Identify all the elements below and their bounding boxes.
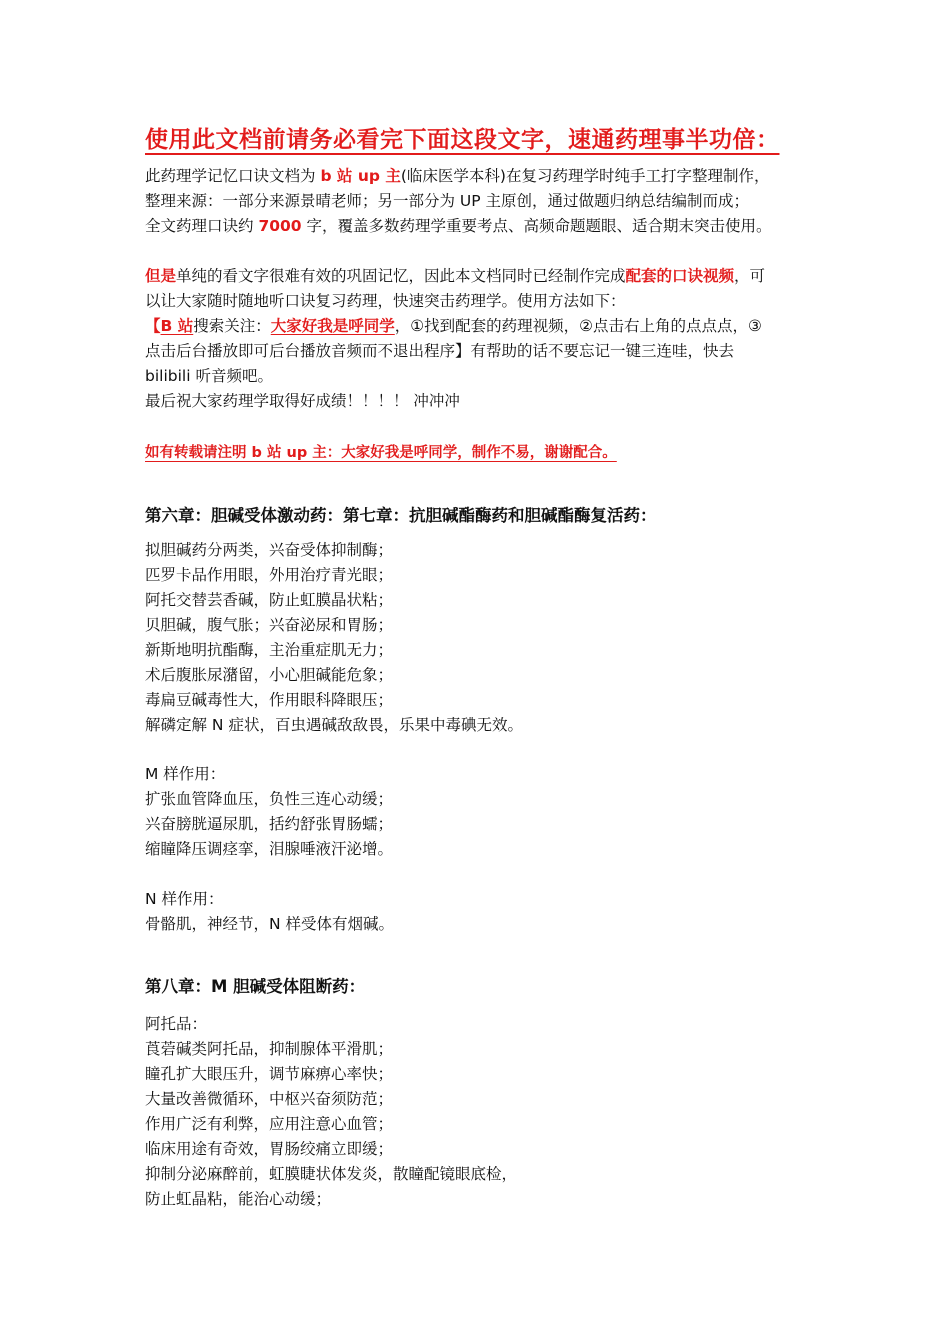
verse-line: 骨骼肌，神经节，N 样受体有烟碱。 <box>145 915 395 933</box>
usage-line-6: 最后祝大家药理学取得好成绩！！！！ 冲冲冲 <box>145 392 460 410</box>
chapter-8-heading: 第八章：M 胆碱受体阻断药： <box>145 977 366 996</box>
word-count-highlight: 7000 <box>258 217 302 235</box>
chapter-8-verses <box>145 1012 825 1212</box>
verse-line: 阿托交替芸香碱，防止虹膜晶状粘； <box>145 591 394 609</box>
usage-line-1: 但是单纯的看文字很难有效的巩固记忆，因此本文档同时已经制作完成配套的口诀视频，可 <box>145 267 766 285</box>
chapter-6-7-verses <box>145 538 825 738</box>
usage-line-2: 以让大家随时随地听口诀复习药理，快速突击药理学。使用方法如下： <box>145 292 626 310</box>
chapter-6-7-heading: 第六章：胆碱受体激动药：第七章：抗胆碱酯酶药和胆碱酯酶复活药： <box>145 506 657 525</box>
verse-line: 拟胆碱药分两类，兴奋受体抑制酶； <box>145 541 394 559</box>
n-effects-title: N 样作用： <box>145 890 224 908</box>
verse-line: 莨菪碱类阿托品，抑制腺体平滑肌； <box>145 1040 394 1058</box>
verse-line: 兴奋膀胱逼尿肌，括约舒张胃肠蠕； <box>145 815 394 833</box>
repost-notice: 如有转载请注明 b 站 up 主：大家好我是呼同学，制作不易，谢谢配合。 <box>145 445 617 461</box>
verse-line: 扩张血管降血压，负性三连心动缓； <box>145 790 394 808</box>
intro-line-2: 整理来源：一部分来源景晴老师；另一部分为 UP 主原创，通过做题归纳总结编制而成； <box>145 192 750 210</box>
usage-paragraph <box>145 264 825 414</box>
bilibili-link[interactable]: B 站 <box>160 317 194 335</box>
intro-line-1: 此药理学记忆口诀文档为 b 站 up 主(临床医学本科)在复习药理学时纯手工打字整理制作， <box>145 167 770 185</box>
verse-line: 大量改善微循环，中枢兴奋须防范； <box>145 1090 394 1108</box>
verse-line: 临床用途有奇效，胃肠绞痛立即缓； <box>145 1140 394 1158</box>
verse-line: 解磷定解 N 症状，百虫遇碱敌敌畏，乐果中毒碘无效。 <box>145 716 523 734</box>
verse-line: 抑制分泌麻醉前，虹膜睫状体发炎，散瞳配镜眼底检， <box>145 1165 518 1183</box>
uploader-name-link[interactable]: 大家好我是呼同学 <box>270 317 395 335</box>
usage-line-5: bilibili 听音频吧。 <box>145 367 273 385</box>
up-owner-highlight: b 站 up 主 <box>320 167 401 185</box>
verse-line: 新斯地明抗酯酶，主治重症肌无力； <box>145 641 394 659</box>
verse-line: 匹罗卡品作用眼，外用治疗青光眼； <box>145 566 394 584</box>
atropine-title: 阿托品： <box>145 1015 208 1033</box>
intro-paragraph <box>145 164 825 239</box>
verse-line: 作用广泛有利弊，应用注意心血管； <box>145 1115 394 1133</box>
m-effects-title: M 样作用： <box>145 765 226 783</box>
verse-line: 防止虹晶粘，能治心动缓； <box>145 1190 332 1208</box>
verse-line: 贝胆碱，腹气胀；兴奋泌尿和胃肠； <box>145 616 394 634</box>
m-effects-section <box>145 762 825 862</box>
n-effects-section <box>145 887 825 937</box>
verse-line: 毒扁豆碱毒性大，作用眼科降眼压； <box>145 691 394 709</box>
document-title: 使用此文档前请务必看完下面这段文字，速通药理事半功倍： <box>145 126 780 153</box>
usage-line-3: 【B 站搜索关注：大家好我是呼同学，①找到配套的药理视频，②点击右上角的点点点，③ <box>145 317 762 335</box>
intro-line-3: 全文药理口诀约 7000 字，覆盖多数药理学重要考点、高频命题题眼、适合期末突击使用。 <box>145 217 772 235</box>
verse-line: 瞳孔扩大眼压升，调节麻痹心率快； <box>145 1065 394 1083</box>
verse-line: 缩瞳降压调痉挛，泪腺唾液汗泌增。 <box>145 840 394 858</box>
usage-line-4: 点击后台播放即可后台播放音频而不退出程序】有帮助的话不要忘记一键三连哇，快去 <box>145 342 735 360</box>
video-highlight: 配套的口诀视频 <box>625 267 735 285</box>
verse-line: 术后腹胀尿潴留，小心胆碱能危象； <box>145 666 394 684</box>
